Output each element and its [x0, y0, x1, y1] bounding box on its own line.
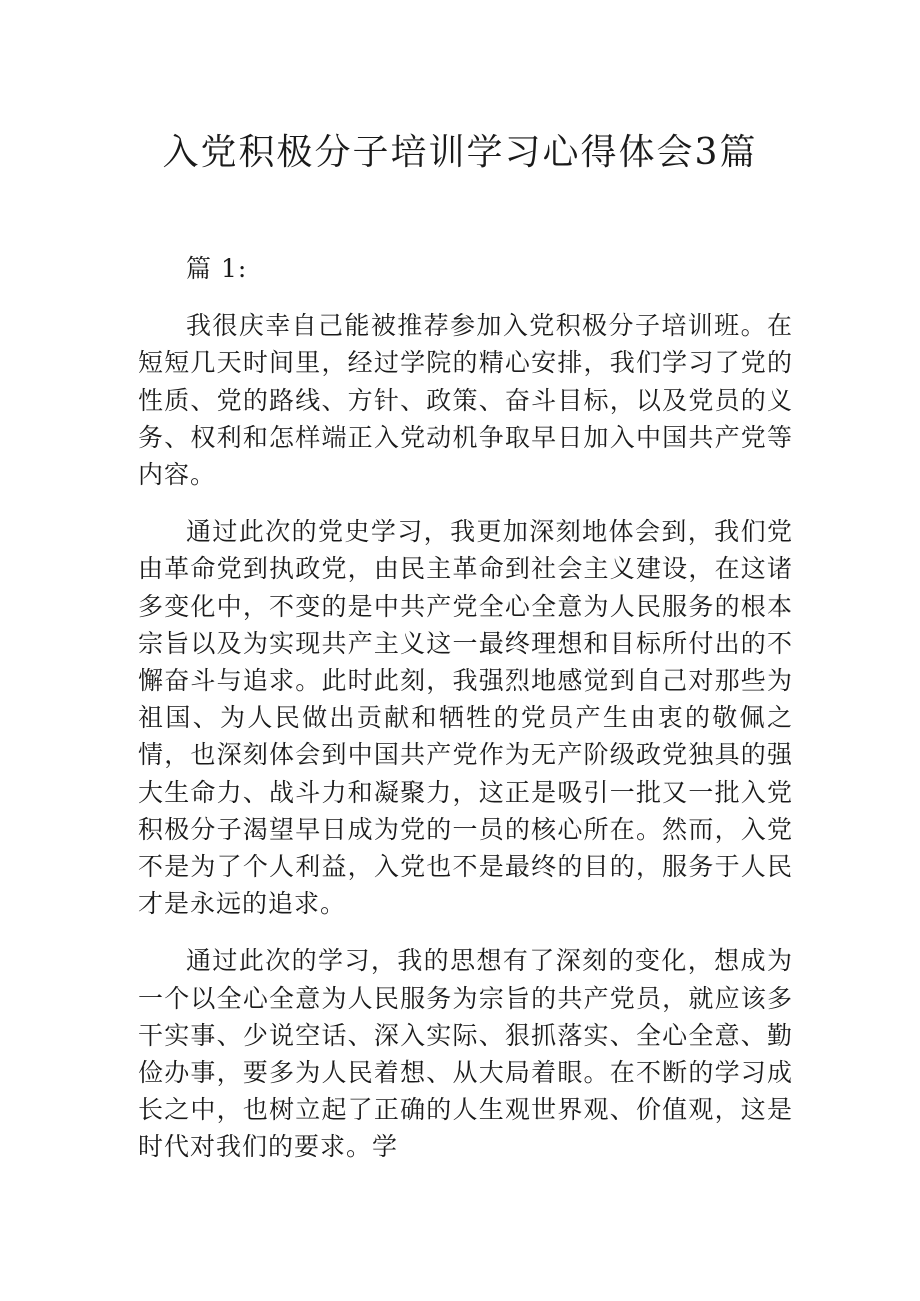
document-body [138, 250, 793, 1186]
document-title: 入党积极分子培训学习心得体会3篇 [162, 132, 758, 173]
paragraph-3: 通过此次的学习，我的思想有了深刻的变化，想成为一个以全心全意为人民服务为宗旨的共产党员，就应该多干实事、少说空话、深入实际、狠抓落实、全心全意、勤俭办事，要多为人民着想、从大局着眼。在不断的学习成长之中，也树立起了正确的人生观世界观、价值观，这是时代对我们的要求。学 [138, 946, 793, 1162]
paragraph-1: 我很庆幸自己能被推荐参加入党积极分子培训班。在短短几天时间里，经过学院的精心安排，我们学习了党的性质、党的路线、方针、政策、奋斗目标，以及党员的义务、权利和怎样端正入党动机争取早日加入中国共产党等内容。 [138, 311, 793, 490]
section-label: 篇 1: [186, 254, 248, 283]
paragraph-2: 通过此次的党史学习，我更加深刻地体会到，我们党由革命党到执政党，由民主革命到社会主义建设，在这诸多变化中，不变的是中共产党全心全意为人民服务的根本宗旨以及为实现共产主义这一最终理想和目标所付出的不懈奋斗与追求。此时此刻，我强烈地感觉到自己对那些为祖国、为人民做出贡献和牺牲的党员产生由衷的敬佩之情，也深刻体会到中国共产党作为无产阶级政党独具的强大生命力、战斗力和凝聚力，这正是吸引一批又一批入党积极分子渴望早日成为党的一员的核心所在。然而，入党不是为了个人利益，入党也不是最终的目的，服务于人民才是永远的追求。 [138, 517, 793, 919]
